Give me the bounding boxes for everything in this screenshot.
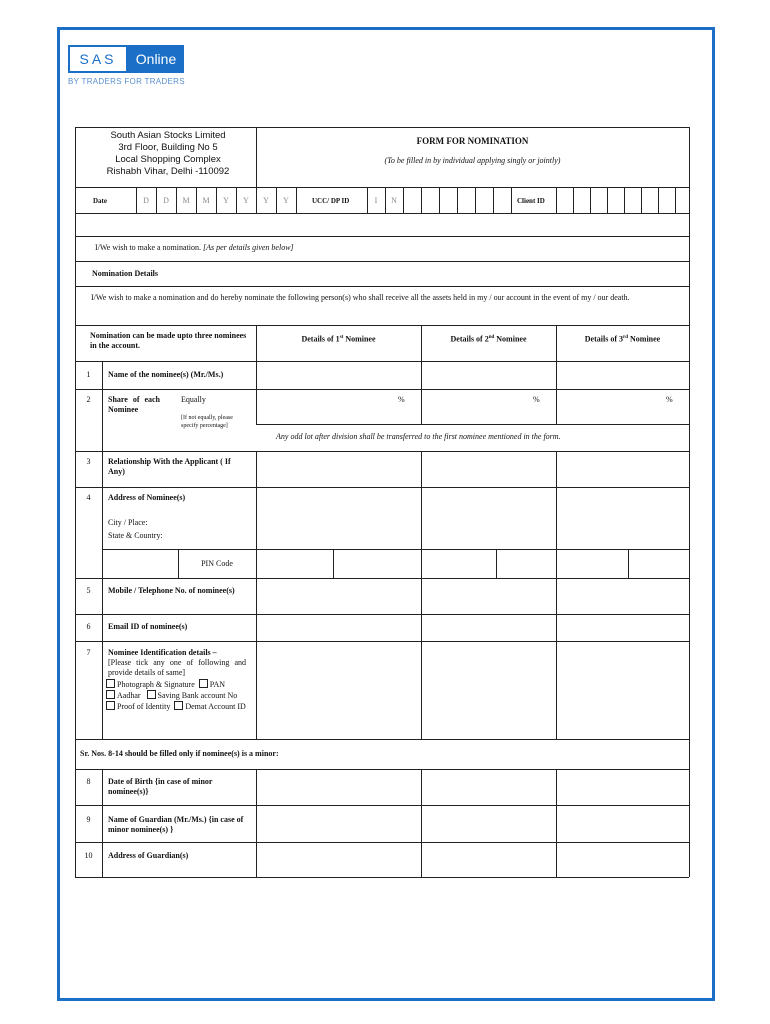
date-placeholder: Y bbox=[263, 196, 269, 205]
ucc-dp-label: UCC/ DP ID bbox=[312, 197, 350, 205]
nomination-details-heading: Nomination Details bbox=[92, 269, 158, 278]
date-placeholder: M bbox=[202, 196, 210, 205]
nominee-2-mobile-field[interactable] bbox=[422, 579, 555, 613]
checkbox[interactable] bbox=[174, 701, 183, 710]
row-2-label: Share of each Nominee bbox=[108, 395, 160, 414]
wish-text: I/We wish to make a nomination. bbox=[95, 243, 201, 252]
nominee-2-id-field[interactable] bbox=[422, 642, 555, 738]
row-6-label: Email ID of nominee(s) bbox=[108, 622, 188, 631]
nominee-2-email-field[interactable] bbox=[422, 615, 555, 640]
row-9-label: Name of Guardian (Mr./Ms.) {in case of minor nominee(s) } bbox=[108, 815, 244, 834]
date-label: Date bbox=[93, 197, 107, 205]
nominee-2-dob-field[interactable] bbox=[422, 770, 555, 804]
nominee-3-address-field[interactable] bbox=[557, 488, 688, 548]
guardian-1-address-field[interactable] bbox=[257, 843, 420, 876]
nominee-2-address-field[interactable] bbox=[422, 488, 555, 548]
client-id-input[interactable] bbox=[556, 187, 689, 213]
checkbox[interactable] bbox=[106, 701, 115, 710]
table-intro: Nomination can be made upto three nominees in the account. bbox=[90, 331, 247, 350]
dp-id-input[interactable] bbox=[367, 187, 511, 213]
nominee-1-share-field[interactable] bbox=[257, 390, 420, 423]
dp-prefix: I bbox=[374, 196, 378, 205]
row-10-label: Address of Guardian(s) bbox=[108, 851, 189, 860]
odd-lot-note: Any odd lot after division shall be transferred to the first nominee mentioned in the form. bbox=[276, 432, 561, 441]
row-7-label: Nominee Identification details – bbox=[108, 648, 217, 657]
nominee-1-pin-field[interactable] bbox=[257, 550, 332, 577]
id-options bbox=[104, 679, 254, 712]
tagline: BY TRADERS FOR TRADERS bbox=[68, 77, 185, 86]
guardian-3-address-field[interactable] bbox=[557, 843, 688, 876]
nominee-3-name-field[interactable] bbox=[557, 362, 688, 388]
guardian-2-name-field[interactable] bbox=[422, 806, 555, 841]
nominee-3-mobile-field[interactable] bbox=[557, 579, 688, 613]
client-id-label: Client ID bbox=[517, 197, 545, 205]
row-number: 1 bbox=[86, 370, 91, 379]
address-line: 3rd Floor, Building No 5 bbox=[118, 142, 218, 153]
date-input[interactable] bbox=[136, 187, 296, 213]
row-5-label: Mobile / Telephone No. of nominee(s) bbox=[108, 586, 235, 595]
row-3-label: Relationship With the Applicant ( If Any) bbox=[108, 457, 231, 476]
address-line: South Asian Stocks Limited bbox=[110, 130, 226, 141]
checkbox[interactable] bbox=[147, 690, 156, 699]
nominee-3-pin-field[interactable] bbox=[557, 550, 627, 577]
checkbox[interactable] bbox=[106, 679, 115, 688]
option-label: Saving Bank account No bbox=[157, 691, 238, 700]
date-placeholder: D bbox=[143, 196, 149, 205]
row-4-label: Address of Nominee(s) bbox=[108, 493, 186, 502]
guardian-3-name-field[interactable] bbox=[557, 806, 688, 841]
option-label: Aadhar bbox=[117, 691, 141, 700]
nominee-1-header: Details of 1st Nominee bbox=[301, 334, 376, 344]
nominee-1-email-field[interactable] bbox=[257, 615, 420, 640]
date-placeholder: D bbox=[163, 196, 169, 205]
checkbox[interactable] bbox=[199, 679, 208, 688]
minor-note: Sr. Nos. 8-14 should be filled only if nominee(s) is a minor: bbox=[80, 749, 279, 758]
address-line: Local Shopping Complex bbox=[115, 154, 221, 165]
date-placeholder: M bbox=[182, 196, 190, 205]
nominee-3-dob-field[interactable] bbox=[557, 770, 688, 804]
logo-sas: SAS bbox=[68, 45, 128, 73]
option-label: PAN bbox=[209, 680, 226, 689]
declaration-text: I/We wish to make a nomination and do hereby nominate the following person(s) who shall receive all the assets held in my / our account in the event of my / our death. bbox=[91, 293, 630, 302]
nominee-1-dob-field[interactable] bbox=[257, 770, 420, 804]
date-placeholder: Y bbox=[223, 196, 229, 205]
nominee-3-email-field[interactable] bbox=[557, 615, 688, 640]
date-placeholder: Y bbox=[243, 196, 249, 205]
guardian-1-name-field[interactable] bbox=[257, 806, 420, 841]
row-number: 3 bbox=[86, 457, 91, 466]
nominee-2-relationship-field[interactable] bbox=[422, 452, 555, 486]
nominee-3-header: Details of 3rd Nominee bbox=[584, 334, 661, 344]
form-title: FORM FOR NOMINATION bbox=[416, 136, 529, 146]
wish-italic: [As per details given below] bbox=[203, 243, 294, 252]
nominee-1-relationship-field[interactable] bbox=[257, 452, 420, 486]
date-placeholder: Y bbox=[283, 196, 289, 205]
row-number: 8 bbox=[86, 777, 91, 786]
nominee-2-pin-field[interactable] bbox=[422, 550, 495, 577]
share-note: [If not equally, please specify percentage] bbox=[181, 415, 233, 429]
row-8-label: Date of Birth {in case of minor nominee(s)} bbox=[108, 777, 213, 796]
share-equally: Equally bbox=[181, 395, 206, 404]
nominee-3-id-field[interactable] bbox=[557, 642, 688, 738]
state-label: State & Country: bbox=[108, 531, 163, 540]
nominee-1-id-field[interactable] bbox=[257, 642, 420, 738]
row-number: 7 bbox=[86, 648, 91, 657]
row-number: 6 bbox=[86, 622, 91, 631]
city-label: City / Place: bbox=[108, 518, 148, 527]
row-number: 10 bbox=[84, 851, 93, 860]
row-number: 2 bbox=[86, 395, 91, 404]
logo-online: Online bbox=[128, 45, 184, 73]
nominee-1-name-field[interactable] bbox=[257, 362, 420, 388]
option-label: Demat Account ID bbox=[185, 702, 246, 711]
nominee-1-address-field[interactable] bbox=[257, 488, 420, 548]
checkbox[interactable] bbox=[106, 690, 115, 699]
nominee-2-name-field[interactable] bbox=[422, 362, 555, 388]
row-1-label: Name of the nominee(s) (Mr./Ms.) bbox=[108, 370, 224, 379]
row-number: 9 bbox=[86, 815, 91, 824]
address-line: Rishabh Vihar, Delhi -110092 bbox=[106, 166, 230, 177]
form-subtitle: (To be filled in by individual applying singly or jointly) bbox=[384, 156, 561, 165]
pct-sign: % bbox=[666, 395, 673, 404]
guardian-2-address-field[interactable] bbox=[422, 843, 555, 876]
nominee-1-mobile-field[interactable] bbox=[257, 579, 420, 613]
option-label: Photograph & Signature bbox=[117, 680, 195, 689]
option-label: Proof of Identity bbox=[117, 702, 171, 711]
row-number: 4 bbox=[86, 493, 91, 502]
pin-code-label: PIN Code bbox=[201, 559, 233, 568]
row-7-detail: [Please tick any one of following and provide details of same] bbox=[108, 658, 246, 677]
nominee-3-relationship-field[interactable] bbox=[557, 452, 688, 486]
pct-sign: % bbox=[533, 395, 540, 404]
sas-online-logo bbox=[68, 45, 184, 73]
company-address bbox=[78, 130, 258, 178]
row-number: 5 bbox=[86, 586, 91, 595]
pct-sign: % bbox=[398, 395, 405, 404]
dp-prefix: N bbox=[391, 196, 397, 205]
wish-line bbox=[95, 243, 294, 253]
nominee-2-header: Details of 2nd Nominee bbox=[450, 334, 527, 344]
